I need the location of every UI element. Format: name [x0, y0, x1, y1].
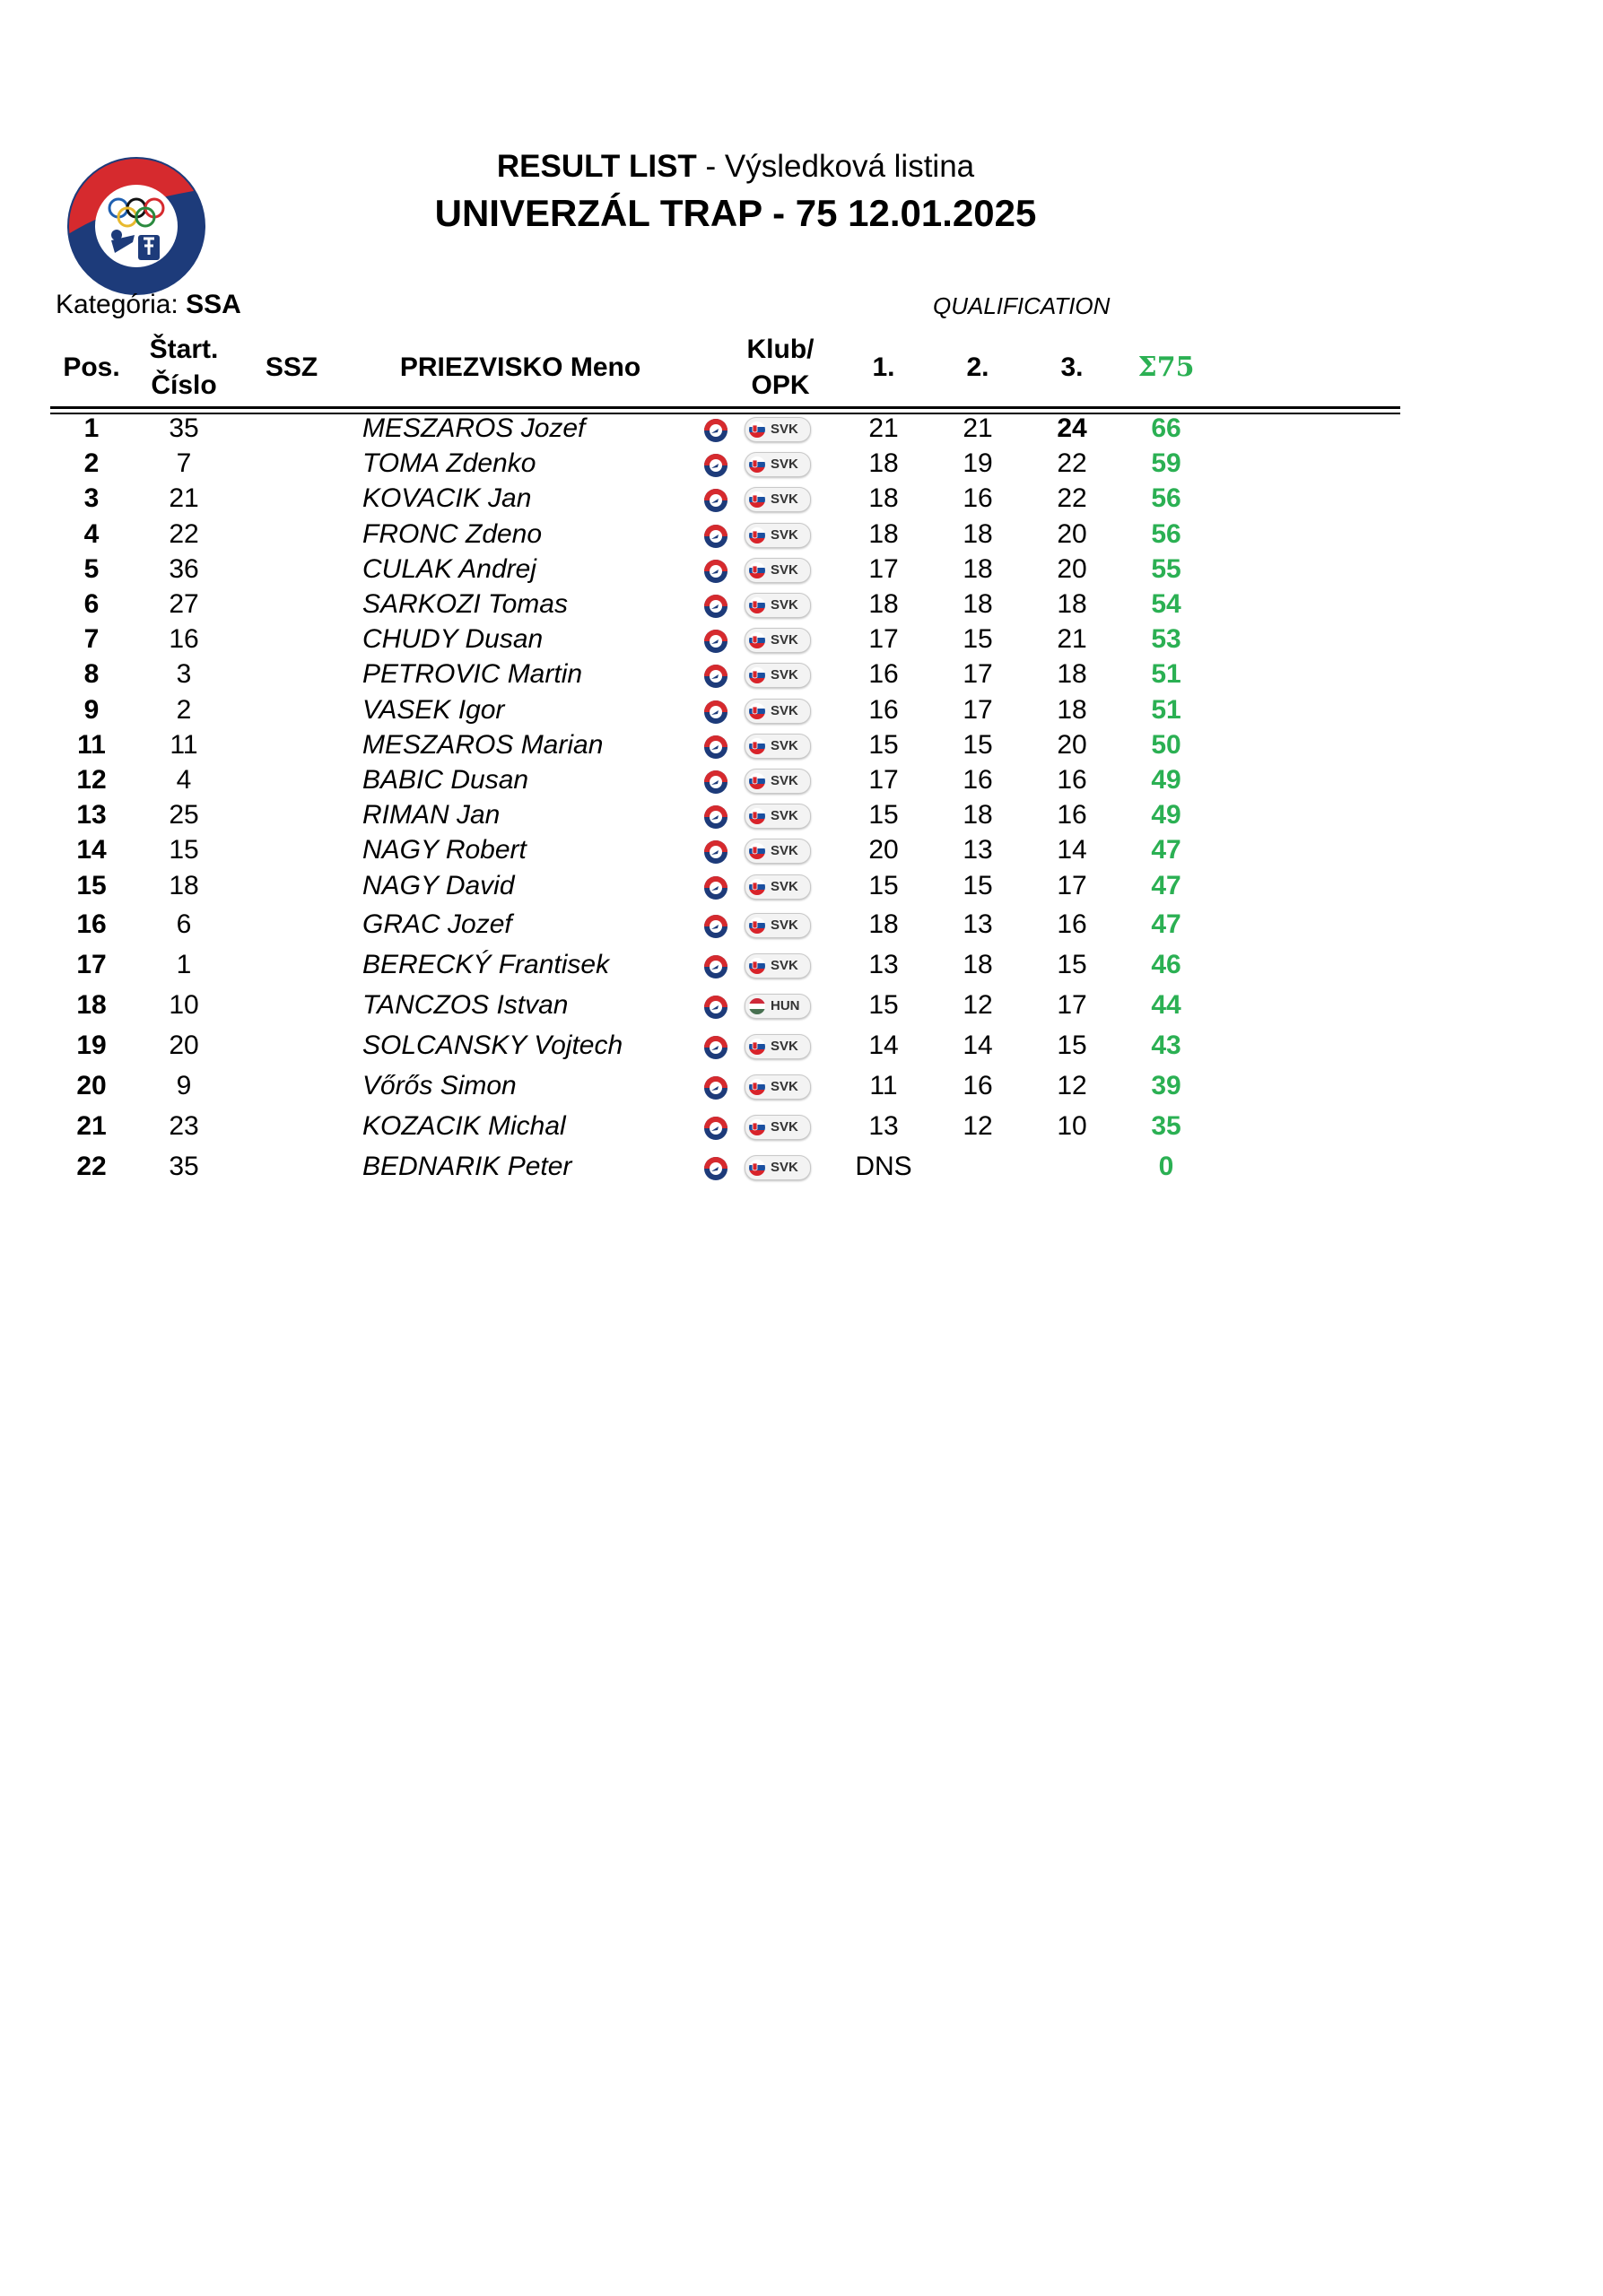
row-series-1: 18: [868, 589, 899, 619]
row-start-number: 25: [169, 800, 199, 830]
table-row: [0, 692, 1603, 728]
row-series-3: 22: [1057, 483, 1087, 513]
table-row: [0, 1149, 1603, 1185]
nation-code: SVK: [771, 1079, 798, 1094]
slovakia-flag-icon: [749, 958, 765, 974]
title-bold: RESULT LIST: [496, 149, 697, 184]
row-series-2: 18: [963, 800, 993, 830]
row-series-1: 15: [868, 990, 899, 1020]
club-logo-icon: [703, 629, 728, 654]
nation-badge: [745, 994, 811, 1019]
nation-code: SVK: [771, 879, 798, 894]
row-series-3: 20: [1057, 519, 1087, 549]
row-athlete-name: VASEK Igor: [362, 695, 505, 725]
category-label: Kategória:: [56, 290, 187, 319]
row-athlete-name: KOVACIK Jan: [362, 483, 532, 513]
slovakia-flag-icon: [749, 1119, 765, 1135]
table-row: [0, 657, 1603, 692]
col-total: Σ75: [1137, 352, 1195, 383]
row-start-number: 20: [169, 1031, 199, 1060]
row-pos: 2: [83, 448, 100, 478]
row-start-number: 1: [176, 950, 192, 979]
row-series-1: 18: [868, 448, 899, 478]
row-total: 47: [1151, 871, 1181, 900]
slovakia-flag-icon: [749, 667, 765, 683]
slovakia-flag-icon: [749, 1079, 765, 1095]
row-series-2: 18: [963, 950, 993, 979]
nation-code: SVK: [771, 632, 798, 648]
row-series-3: 16: [1057, 909, 1087, 939]
row-start-number: 35: [169, 413, 199, 443]
nation-badge: [745, 913, 811, 938]
nation-code: SVK: [771, 527, 798, 543]
nation-badge: [745, 1074, 811, 1100]
slovakia-flag-icon: [749, 843, 765, 859]
nation-badge: [745, 523, 811, 548]
row-athlete-name: TANCZOS Istvan: [362, 990, 569, 1020]
nation-badge: [745, 804, 811, 829]
club-logo-icon: [703, 914, 728, 939]
col-series-3: 3.: [1060, 352, 1084, 382]
row-series-3: 16: [1057, 765, 1087, 795]
table-row: [0, 411, 1603, 447]
row-athlete-name: PETROVIC Martin: [362, 659, 583, 689]
row-athlete-name: SOLCANSKY Vojtech: [362, 1031, 623, 1060]
club-logo-icon: [703, 1035, 728, 1060]
hungary-flag-icon: [749, 998, 765, 1014]
row-total: 56: [1151, 483, 1181, 513]
row-series-3: 12: [1057, 1071, 1087, 1100]
row-series-2: 16: [963, 765, 993, 795]
row-total: 43: [1151, 1031, 1181, 1060]
nation-badge: [745, 874, 811, 900]
row-total: 54: [1151, 589, 1181, 619]
club-logo-icon: [703, 995, 728, 1020]
row-series-1: 15: [868, 871, 899, 900]
row-series-3: 15: [1057, 950, 1087, 979]
slovakia-flag-icon: [749, 918, 765, 934]
nation-code: SVK: [771, 457, 798, 472]
table-row: [0, 481, 1603, 517]
slovakia-flag-icon: [749, 422, 765, 438]
club-logo-icon: [703, 875, 728, 900]
row-start-number: 22: [169, 519, 199, 549]
nation-code: SVK: [771, 843, 798, 858]
row-series-2: 17: [963, 695, 993, 725]
row-series-3: 10: [1057, 1111, 1087, 1141]
row-pos: 8: [83, 659, 100, 689]
table-row: [0, 622, 1603, 657]
row-series-1: 18: [868, 909, 899, 939]
row-total: 0: [1158, 1152, 1174, 1181]
table-row: [0, 987, 1603, 1023]
row-series-2: 18: [963, 554, 993, 584]
nation-code: SVK: [771, 562, 798, 578]
row-athlete-name: NAGY Robert: [362, 835, 527, 865]
nation-code: SVK: [771, 703, 798, 718]
row-total: 53: [1151, 624, 1181, 654]
row-start-number: 27: [169, 589, 199, 619]
row-series-3: 17: [1057, 990, 1087, 1020]
row-series-2: 18: [963, 519, 993, 549]
table-row: [0, 1109, 1603, 1144]
row-pos: 21: [76, 1111, 107, 1141]
row-athlete-name: MESZAROS Marian: [362, 730, 604, 760]
row-athlete-name: BERECKÝ Frantisek: [362, 950, 610, 979]
row-athlete-name: NAGY David: [362, 871, 515, 900]
row-series-3: 15: [1057, 1031, 1087, 1060]
row-series-3: 18: [1057, 659, 1087, 689]
row-total: 47: [1151, 909, 1181, 939]
row-pos: 12: [76, 765, 107, 795]
slovakia-flag-icon: [749, 738, 765, 754]
row-series-3: 17: [1057, 871, 1087, 900]
row-pos: 5: [83, 554, 100, 584]
row-athlete-name: KOZACIK Michal: [362, 1111, 566, 1141]
stage-label: QUALIFICATION: [933, 292, 1111, 319]
row-total: 51: [1151, 695, 1181, 725]
row-series-2: 18: [963, 589, 993, 619]
nation-code: SVK: [771, 667, 798, 683]
slovakia-flag-icon: [749, 597, 765, 613]
nation-code: SVK: [771, 1039, 798, 1054]
row-total: 49: [1151, 800, 1181, 830]
table-row: [0, 727, 1603, 763]
slovakia-flag-icon: [749, 491, 765, 508]
slovakia-flag-icon: [749, 773, 765, 789]
row-series-3: 22: [1057, 448, 1087, 478]
competition-title: UNIVERZÁL TRAP - 75 12.01.2025: [434, 192, 1037, 234]
row-athlete-name: SARKOZI Tomas: [362, 589, 568, 619]
row-series-2: 13: [963, 909, 993, 939]
row-series-3: 14: [1057, 835, 1087, 865]
row-athlete-name: TOMA Zdenko: [362, 448, 536, 478]
row-total: 35: [1151, 1111, 1181, 1141]
row-pos: 15: [76, 871, 107, 900]
nation-code: SVK: [771, 918, 798, 933]
club-logo-icon: [703, 453, 728, 478]
row-pos: 9: [83, 695, 100, 725]
table-row: [0, 797, 1603, 833]
club-logo-icon: [703, 1116, 728, 1141]
row-series-3: 21: [1057, 624, 1087, 654]
nation-code: SVK: [771, 958, 798, 973]
row-series-1: 16: [868, 695, 899, 725]
nation-code: SVK: [771, 1160, 798, 1175]
row-total: 55: [1151, 554, 1181, 584]
row-series-2: 19: [963, 448, 993, 478]
row-start-number: 6: [176, 909, 192, 939]
row-series-1: 17: [868, 554, 899, 584]
row-series-2: 15: [963, 730, 993, 760]
row-series-2: 14: [963, 1031, 993, 1060]
col-series-1: 1.: [872, 352, 895, 382]
row-start-number: 35: [169, 1152, 199, 1181]
row-start-number: 21: [169, 483, 199, 513]
row-total: 51: [1151, 659, 1181, 689]
nation-code: SVK: [771, 738, 798, 753]
category-value: SSA: [186, 290, 241, 319]
row-athlete-name: CHUDY Dusan: [362, 624, 544, 654]
row-pos: 17: [76, 950, 107, 979]
nation-code: SVK: [771, 773, 798, 788]
row-series-3: 20: [1057, 730, 1087, 760]
nation-badge: [745, 839, 811, 864]
row-series-1: 16: [868, 659, 899, 689]
row-series-3: 18: [1057, 589, 1087, 619]
row-total: 44: [1151, 990, 1181, 1020]
nation-badge: [745, 593, 811, 618]
row-series-1: 21: [868, 413, 899, 443]
table-row: [0, 446, 1603, 482]
row-series-3: 18: [1057, 695, 1087, 725]
row-pos: 19: [76, 1031, 107, 1060]
nation-badge: [745, 734, 811, 759]
col-club-line1: Klub/: [746, 335, 815, 364]
club-logo-icon: [703, 594, 728, 619]
col-start-line2: Číslo: [151, 370, 217, 400]
row-series-1: DNS: [855, 1152, 912, 1181]
col-pos: Pos.: [63, 352, 120, 382]
row-series-1: 17: [868, 624, 899, 654]
row-total: 59: [1151, 448, 1181, 478]
row-series-1: 20: [868, 835, 899, 865]
col-club-line2: OPK: [751, 370, 810, 400]
nation-badge: [745, 417, 811, 442]
nation-code: SVK: [771, 422, 798, 437]
col-ssz: SSZ: [265, 352, 318, 382]
nation-code: SVK: [771, 1119, 798, 1135]
title-rest: - Výsledková listina: [696, 149, 975, 184]
row-start-number: 16: [169, 624, 199, 654]
row-pos: 1: [83, 413, 100, 443]
slovakia-flag-icon: [749, 808, 765, 824]
club-logo-icon: [703, 524, 728, 549]
row-start-number: 23: [169, 1111, 199, 1141]
row-series-2: 12: [963, 1111, 993, 1141]
row-series-1: 11: [869, 1071, 898, 1100]
nation-badge: [745, 628, 811, 653]
club-logo-icon: [703, 839, 728, 865]
nation-badge: [745, 487, 811, 512]
row-start-number: 36: [169, 554, 199, 584]
table-row: [0, 552, 1603, 587]
row-pos: 13: [76, 800, 107, 830]
nation-badge: [745, 1034, 811, 1059]
club-logo-icon: [703, 488, 728, 513]
row-total: 66: [1151, 413, 1181, 443]
row-pos: 16: [76, 909, 107, 939]
slovakia-flag-icon: [749, 1160, 765, 1176]
row-pos: 11: [77, 730, 106, 760]
club-logo-icon: [703, 664, 728, 689]
row-series-1: 15: [868, 800, 899, 830]
row-total: 50: [1151, 730, 1181, 760]
nation-badge: [745, 452, 811, 477]
club-logo-icon: [703, 804, 728, 830]
nation-code: SVK: [771, 808, 798, 823]
table-row: [0, 1028, 1603, 1064]
row-start-number: 10: [169, 990, 199, 1020]
row-total: 46: [1151, 950, 1181, 979]
row-series-3: 24: [1057, 413, 1087, 443]
row-athlete-name: FRONC Zdeno: [362, 519, 543, 549]
club-logo-icon: [703, 559, 728, 584]
club-logo-icon: [703, 735, 728, 760]
table-row: [0, 587, 1603, 622]
col-series-2: 2.: [966, 352, 989, 382]
slovakia-flag-icon: [749, 1039, 765, 1055]
row-start-number: 15: [169, 835, 199, 865]
row-pos: 20: [76, 1071, 107, 1100]
row-start-number: 18: [169, 871, 199, 900]
row-start-number: 7: [176, 448, 192, 478]
row-pos: 3: [83, 483, 100, 513]
row-pos: 7: [83, 624, 100, 654]
row-series-1: 14: [868, 1031, 899, 1060]
table-row: [0, 762, 1603, 798]
row-series-2: 16: [963, 1071, 993, 1100]
row-athlete-name: GRAC Jozef: [362, 909, 512, 939]
row-start-number: 4: [176, 765, 192, 795]
table-row: [0, 947, 1603, 983]
nation-code: HUN: [771, 998, 800, 1013]
row-series-2: 15: [963, 624, 993, 654]
row-series-1: 18: [868, 519, 899, 549]
club-logo-icon: [703, 770, 728, 795]
row-start-number: 3: [176, 659, 192, 689]
row-athlete-name: BABIC Dusan: [362, 765, 529, 795]
row-series-1: 17: [868, 765, 899, 795]
nation-badge: [745, 663, 811, 688]
row-athlete-name: CULAK Andrej: [362, 554, 536, 584]
row-pos: 14: [76, 835, 107, 865]
club-logo-icon: [703, 418, 728, 443]
row-start-number: 2: [176, 695, 192, 725]
row-pos: 6: [83, 589, 100, 619]
row-series-1: 15: [868, 730, 899, 760]
col-start-line1: Štart.: [149, 335, 219, 364]
nation-badge: [745, 953, 811, 978]
club-logo-icon: [703, 700, 728, 725]
club-logo-icon: [703, 1075, 728, 1100]
row-athlete-name: Vőrős Simon: [362, 1071, 517, 1100]
row-athlete-name: RIMAN Jan: [362, 800, 501, 830]
row-start-number: 11: [170, 730, 198, 760]
slovakia-flag-icon: [749, 879, 765, 895]
row-athlete-name: BEDNARIK Peter: [362, 1152, 572, 1181]
row-series-1: 18: [868, 483, 899, 513]
row-series-1: 13: [868, 1111, 899, 1141]
row-total: 49: [1151, 765, 1181, 795]
table-row: [0, 517, 1603, 552]
row-pos: 22: [76, 1152, 107, 1181]
nation-badge: [745, 1115, 811, 1140]
row-series-3: 16: [1057, 800, 1087, 830]
slovakia-flag-icon: [749, 457, 765, 473]
row-series-2: 21: [963, 413, 993, 443]
row-total: 39: [1151, 1071, 1181, 1100]
nation-code: SVK: [771, 491, 798, 507]
row-series-2: 12: [963, 990, 993, 1020]
nation-badge: [745, 769, 811, 794]
nation-code: SVK: [771, 597, 798, 613]
row-series-3: 20: [1057, 554, 1087, 584]
table-row: [0, 1068, 1603, 1104]
club-logo-icon: [703, 1156, 728, 1181]
row-series-2: 17: [963, 659, 993, 689]
table-row: [0, 868, 1603, 904]
row-total: 47: [1151, 835, 1181, 865]
col-name: PRIEZVISKO Meno: [399, 352, 641, 382]
row-series-2: 15: [963, 871, 993, 900]
slovakia-flag-icon: [749, 527, 765, 544]
table-row: [0, 907, 1603, 943]
table-row: [0, 832, 1603, 868]
nation-badge: [745, 1155, 811, 1180]
slovakia-flag-icon: [749, 632, 765, 648]
slovakia-flag-icon: [749, 562, 765, 578]
row-series-2: 16: [963, 483, 993, 513]
nation-badge: [745, 699, 811, 724]
row-athlete-name: MESZAROS Jozef: [362, 413, 586, 443]
row-series-1: 13: [868, 950, 899, 979]
row-series-2: 13: [963, 835, 993, 865]
row-start-number: 9: [176, 1071, 192, 1100]
row-pos: 4: [83, 519, 100, 549]
row-pos: 18: [76, 990, 107, 1020]
club-logo-icon: [703, 954, 728, 979]
slovakia-flag-icon: [749, 703, 765, 719]
nation-badge: [745, 558, 811, 583]
row-total: 56: [1151, 519, 1181, 549]
